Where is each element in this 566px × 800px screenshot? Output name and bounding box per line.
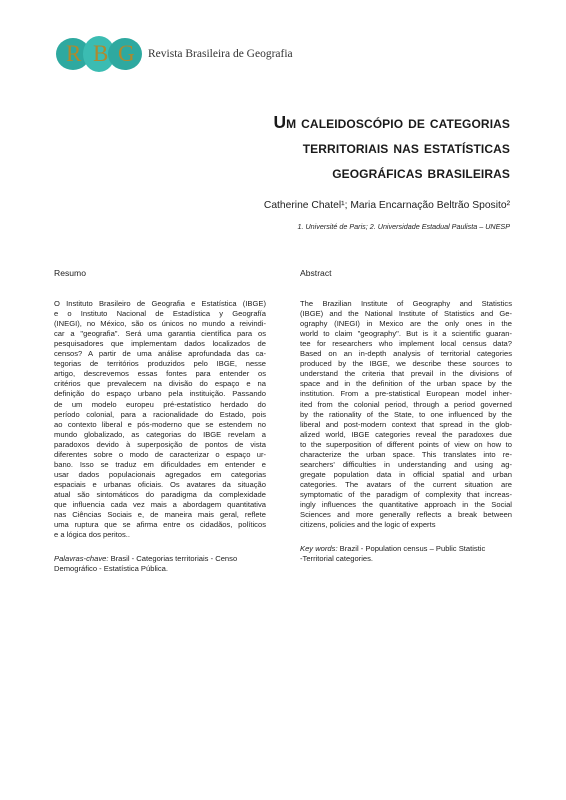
text-line: pesquisadores que implementam dados localizados de [54, 339, 266, 349]
text-line: car a "geografia". Será uma garantia científica para os [54, 329, 266, 339]
text-line: ography (INEGI) in Mexico are the only ones in the [300, 319, 512, 329]
abstract-heading: Abstract [300, 268, 332, 278]
abstract-section [300, 268, 512, 564]
text-line: paradoxos devido à superposição de pontos de vista [54, 439, 266, 449]
text-line: critérios que prevalecem na divisão do espaço e na [54, 379, 266, 389]
text-line: categories. The avatars of the current situation are [300, 479, 512, 489]
text-line: bano. Isso se traduz em dificuldades em entender e [54, 459, 266, 469]
text-line: characterize the urban space. This translates into re- [300, 449, 512, 459]
title-line: Um caleidoscópio de categorias [273, 112, 510, 132]
text-line: alized world, IBGE categories reveal the paradoxes due [300, 429, 512, 439]
text-line: (INEGI), no México, são os únicos no mundo a reivindi- [54, 319, 266, 329]
text-line: gregate population data in official spatial and urban [300, 469, 512, 479]
title-line: geográficas brasileiras [332, 162, 510, 182]
text-line: nas Ciências Sociais e, de maneira mais geral, reflete [54, 510, 266, 520]
keywords-label: Palavras-chave: [54, 554, 109, 564]
text-line: institution. From a pre-statistical European model inher- [300, 389, 512, 399]
text-line: espaciais e urbanas oficiais. Os avatares da situação [54, 479, 266, 489]
text-line: ao contexto liberal e pós-moderno que se estendem no [54, 419, 266, 429]
resumo-section [54, 268, 266, 574]
abstract-keywords [300, 544, 512, 564]
journal-name: Revista Brasileira de Geografia [148, 48, 293, 60]
text-line: produced by the IBGE, we describe these sources to [300, 359, 512, 369]
logo-letter-r: R [66, 41, 82, 66]
text-line: definição do espaço urbano pela instituição. Passando [54, 389, 266, 399]
logo-letter-b: B [93, 41, 109, 66]
abstract-body [300, 299, 512, 530]
keywords-text: Brasil - Categorias territoriais - Censo [108, 554, 238, 564]
text-line: symptomatic of the paradigm of complexity that increas- [300, 489, 512, 499]
text-line: e o Instituto Nacional de Estadística y Geografía [54, 309, 266, 319]
keywords-label: Key words: [300, 544, 338, 554]
text-line: searchers' difficulties in understanding and using ag- [300, 459, 512, 469]
resumo-heading: Resumo [54, 268, 86, 278]
text-line: tegorias de territórios produzidos pelo IBGE, nesse [54, 359, 266, 369]
logo-letter-g: G [118, 41, 135, 66]
text-line: tee for researchers who implement local census data? [300, 339, 512, 349]
title-line: territoriais nas estatísticas [302, 137, 510, 157]
text-line: understand the criteria that prevail in the divisions of [300, 369, 512, 379]
text-line: período colonial, para a racionalidade do Estado, pois [54, 409, 266, 419]
text-line: de um modelo europeu pré-estatístico herdado do [54, 399, 266, 409]
text-line: citizens, policies and the logic of experts [300, 520, 436, 530]
text-line: que influencia cada vez mais a abordagem quantitativa [54, 499, 266, 509]
text-line: censos? A partir de uma análise aprofundada das ca- [54, 349, 266, 359]
affiliations: 1. Université de Paris; 2. Universidade Estadual Paulista – UNESP [297, 222, 510, 231]
text-line: diferentes sobre o modo de caracterizar o espaço ur- [54, 449, 266, 459]
text-line: The Brazilian Institute of Geography and Statistics [300, 299, 512, 309]
text-line: ited from the colonial period, through a period governed [300, 399, 512, 409]
text-line: liberal and post-modern context that spread in the glob- [300, 419, 512, 429]
text-line: Based on an in-depth analysis of territorial categories [300, 349, 512, 359]
article-title [80, 110, 510, 185]
text-line: e a lógica dos peritos.. [54, 530, 130, 540]
resumo-body [54, 299, 266, 540]
keywords-text: -Territorial categories. [300, 554, 374, 564]
text-line: (IBGE) and the National Institute of Statistics and Ge- [300, 309, 512, 319]
text-line: usar dados populacionais agregados em categorias [54, 469, 266, 479]
text-line: atual são sintomáticos do paradigma da complexidade [54, 489, 266, 499]
keywords-text: Demográfico - Estatística Pública. [54, 564, 168, 574]
authors: Catherine Chatel¹; Maria Encarnação Beltrão Sposito² [263, 200, 510, 211]
text-line: Sciences and more generally reflects a break between [300, 510, 512, 520]
journal-header [56, 36, 293, 72]
text-line: uma ruptura que se afirma entre os cidadãos, políticos [54, 520, 266, 530]
journal-logo [56, 36, 146, 72]
text-line: ingly influences the quantitative approach in the Social [300, 499, 512, 509]
text-line: artigo, descrevemos essas fontes para entender os [54, 369, 266, 379]
text-line: to the superposition of different points of view on how to [300, 439, 512, 449]
text-line: O Instituto Brasileiro de Geografia e Estatística (IBGE) [54, 299, 266, 309]
resumo-keywords [54, 554, 266, 574]
text-line: by the rationality of the State, to one influenced by the [300, 409, 512, 419]
keywords-text: Brazil - Population census – Public Statistic [337, 544, 486, 554]
text-line: space and in the definition of the urban space by the [300, 379, 512, 389]
text-line: mundo globalizado, as categorias do IBGE revelam a [54, 429, 266, 439]
text-line: world to claim "geography". But is it a scientific guaran- [300, 329, 512, 339]
